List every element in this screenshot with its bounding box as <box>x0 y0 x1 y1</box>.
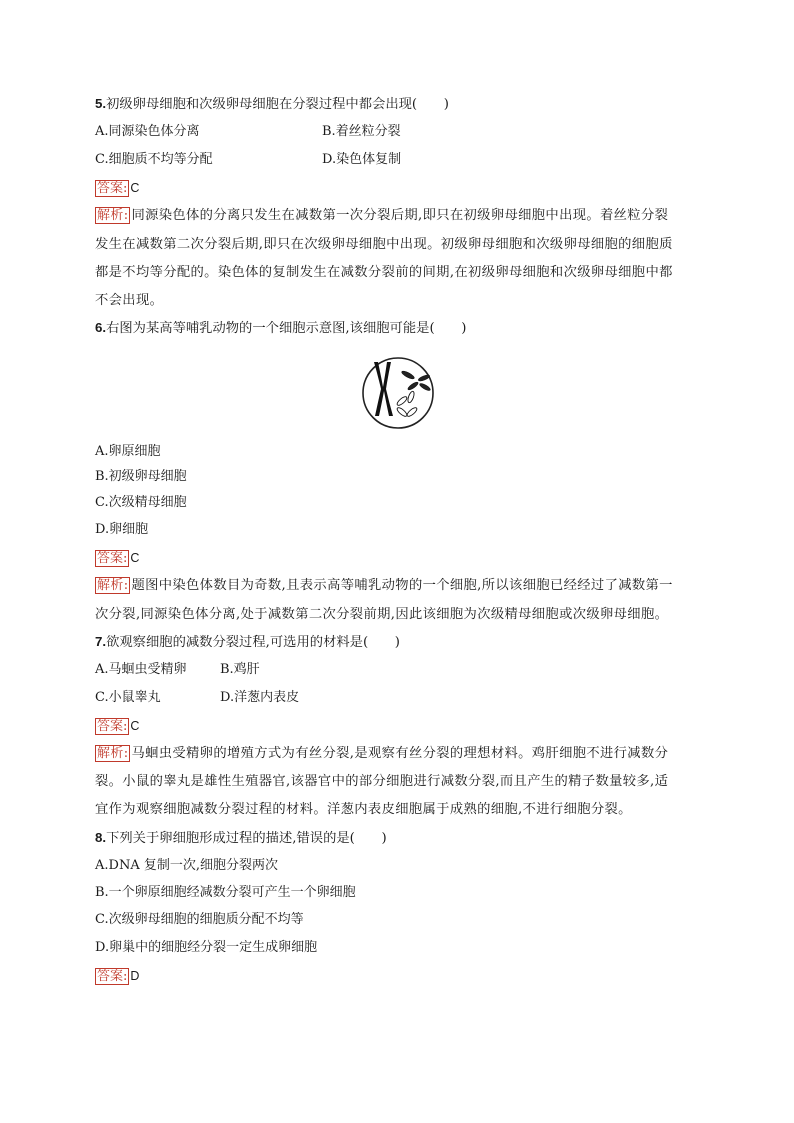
question-5-analysis-line-1 <box>95 207 668 225</box>
answer-value: D <box>130 969 140 983</box>
cell-membrane <box>363 358 433 428</box>
question-5-option-d: D.染色体复制 <box>322 152 402 167</box>
question-7-analysis-line-3: 宜作为观察细胞减数分裂过程的材料。洋葱内表皮细胞属于成熟的细胞,不进行细胞分裂。 <box>95 802 632 817</box>
analysis-tag: 解析: <box>97 746 129 761</box>
question-text: 右图为某高等哺乳动物的一个细胞示意图,该细胞可能是( ) <box>106 321 467 336</box>
question-6-answer <box>95 549 139 568</box>
question-8-option-a: A.DNA 复制一次,细胞分裂两次 <box>95 858 278 873</box>
answer-tag: 答案: <box>97 969 128 984</box>
answer-value: C <box>130 551 140 565</box>
question-5-analysis-line-2: 发生在减数第二次分裂后期,即只在次级卵母细胞中出现。初级卵母细胞和次级卵母细胞的细胞质 <box>95 237 673 252</box>
question-8-option-b: B.一个卵原细胞经减数分裂可产生一个卵细胞 <box>95 885 356 900</box>
question-5-analysis-line-3: 都是不均等分配的。染色体的复制发生在减数分裂前的间期,在初级卵母细胞和次级卵母细胞中都 <box>95 265 673 280</box>
analysis-text: 题图中染色体数目为奇数,且表示高等哺乳动物的一个细胞,所以该细胞已经经过了减数第一 <box>131 578 673 593</box>
question-text: 欲观察细胞的减数分裂过程,可选用的材料是( ) <box>106 635 400 650</box>
question-5-analysis-line-4: 不会出现。 <box>95 293 164 308</box>
question-6-analysis-line-1 <box>95 577 673 595</box>
analysis-text: 马蛔虫受精卵的增殖方式为有丝分裂,是观察有丝分裂的理想材料。鸡肝细胞不进行减数分 <box>131 746 669 761</box>
analysis-tag: 解析: <box>97 578 129 593</box>
cell-diagram <box>355 356 441 430</box>
question-number: 6. <box>95 320 107 335</box>
question-5-answer <box>95 179 139 198</box>
answer-tag: 答案: <box>97 181 128 196</box>
question-number: 7. <box>95 634 107 649</box>
question-8-option-c: C.次级卵母细胞的细胞质分配不均等 <box>95 912 304 927</box>
question-7-option-c: C.小鼠睾丸 <box>95 690 161 705</box>
question-8-option-d: D.卵巢中的细胞经分裂一定生成卵细胞 <box>95 940 318 955</box>
question-6-option-b: B.初级卵母细胞 <box>95 469 187 484</box>
question-text: 初级卵母细胞和次级卵母细胞在分裂过程中都会出现( ) <box>106 97 449 112</box>
question-6-analysis-line-2: 次分裂,同源染色体分离,处于减数第二次分裂前期,因此该细胞为次级精母细胞或次级卵母细胞。 <box>95 607 669 622</box>
question-5-option-b: B.着丝粒分裂 <box>322 124 401 139</box>
answer-tag: 答案: <box>97 719 128 734</box>
question-5-stem <box>95 95 449 114</box>
question-7-option-a: A.马蛔虫受精卵 <box>95 662 187 677</box>
question-number: 8. <box>95 830 107 845</box>
answer-value: C <box>130 181 140 195</box>
question-number: 5. <box>95 96 107 111</box>
question-8-stem <box>95 829 387 848</box>
question-6-option-d: D.卵细胞 <box>95 522 149 537</box>
answer-value: C <box>130 719 140 733</box>
question-8-answer <box>95 967 139 986</box>
question-7-stem <box>95 633 400 652</box>
question-text: 下列关于卵细胞形成过程的描述,错误的是( ) <box>106 831 387 846</box>
analysis-text: 同源染色体的分离只发生在减数第一次分裂后期,即只在初级卵母细胞中出现。着丝粒分裂 <box>131 208 669 223</box>
analysis-tag: 解析: <box>97 208 129 223</box>
answer-tag: 答案: <box>97 551 128 566</box>
question-7-option-b: B.鸡肝 <box>220 662 260 677</box>
question-5-option-a: A.同源染色体分离 <box>95 124 200 139</box>
question-7-analysis-line-2: 裂。小鼠的睾丸是雄性生殖器官,该器官中的部分细胞进行减数分裂,而且产生的精子数量较多,适 <box>95 774 669 789</box>
question-6-option-a: A.卵原细胞 <box>95 444 161 459</box>
question-7-answer <box>95 717 139 736</box>
question-7-option-d: D.洋葱内表皮 <box>220 690 300 705</box>
question-5-option-c: C.细胞质不均等分配 <box>95 152 213 167</box>
question-6-option-c: C.次级精母细胞 <box>95 495 187 510</box>
question-7-analysis-line-1 <box>95 745 668 763</box>
question-6-stem <box>95 319 466 338</box>
